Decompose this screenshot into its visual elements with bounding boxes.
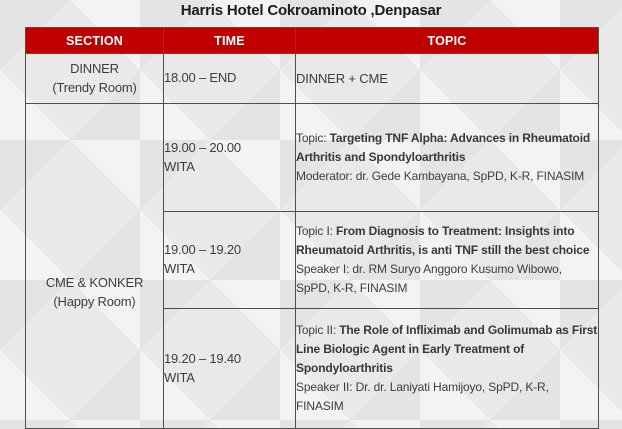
- time-cell-session-3: [164, 309, 296, 429]
- person-line: Speaker I: dr. RM Suryo Anggoro Kusumo Wibowo, SpPD, K-R, FINASIM: [296, 262, 562, 295]
- time-zone: WITA: [164, 158, 195, 174]
- topic-cell-dinner: DINNER + CME: [296, 54, 599, 104]
- header-topic: TOPIC: [296, 28, 599, 54]
- section-name: DINNER: [70, 60, 119, 76]
- topic-line: [296, 129, 598, 167]
- person-line: Speaker II: Dr. dr. Laniyati Hamijoyo, SpPD, K-R, FINASIM: [296, 380, 549, 413]
- section-cell-cme: [26, 104, 164, 429]
- topic-cell-session-1: [296, 104, 599, 212]
- time-cell-session-1: [164, 104, 296, 212]
- time-range: 19.20 – 19.40: [164, 350, 241, 366]
- topic-cell-session-2: [296, 212, 599, 309]
- time-zone: WITA: [164, 261, 195, 276]
- time-range: 19.00 – 19.20: [164, 242, 241, 258]
- section-cme-inner: [26, 104, 163, 312]
- header-section: SECTION: [26, 28, 164, 54]
- topic-label: Topic I:: [296, 224, 336, 238]
- schedule-table: [25, 27, 599, 429]
- section-name: CME & KONKER: [45, 275, 144, 290]
- time-zone: WITA: [164, 369, 195, 385]
- section-room: (Trendy Room): [52, 79, 137, 95]
- table-row-dinner: [26, 54, 599, 104]
- table-header-row: [26, 28, 599, 54]
- header-time: TIME: [164, 28, 296, 54]
- section-room: (Happy Room): [53, 293, 136, 309]
- topic-line: [296, 222, 598, 260]
- topic-title: Targeting TNF Alpha: Advances in Rheumatoid Arthritis and Spondyloarthritis: [296, 131, 591, 164]
- time-cell-session-2: [164, 212, 296, 309]
- table-row-session-1: [26, 104, 599, 212]
- topic-title: The Role of Infliximab and Golimumab as First Line Biologic Agent in Early Treatment of Spondyloarthritis: [296, 323, 598, 375]
- topic-title: From Diagnosis to Treatment: Insights into Rheumatoid Arthritis, is anti TNF still the best choice: [296, 224, 590, 257]
- topic-label: Topic:: [296, 131, 330, 145]
- topic-cell-session-3: [296, 309, 599, 429]
- person-line: Moderator: dr. Gede Kambayana, SpPD, K-R, FINASIM: [296, 169, 585, 183]
- time-cell-dinner: 18.00 – END: [164, 54, 296, 104]
- section-cell-dinner: [26, 54, 164, 104]
- topic-line: [296, 321, 598, 378]
- page-title: Harris Hotel Cokroaminoto ,Denpasar: [180, 2, 442, 19]
- topic-label: Topic II:: [296, 323, 340, 337]
- time-range: 19.00 – 20.00: [164, 139, 241, 155]
